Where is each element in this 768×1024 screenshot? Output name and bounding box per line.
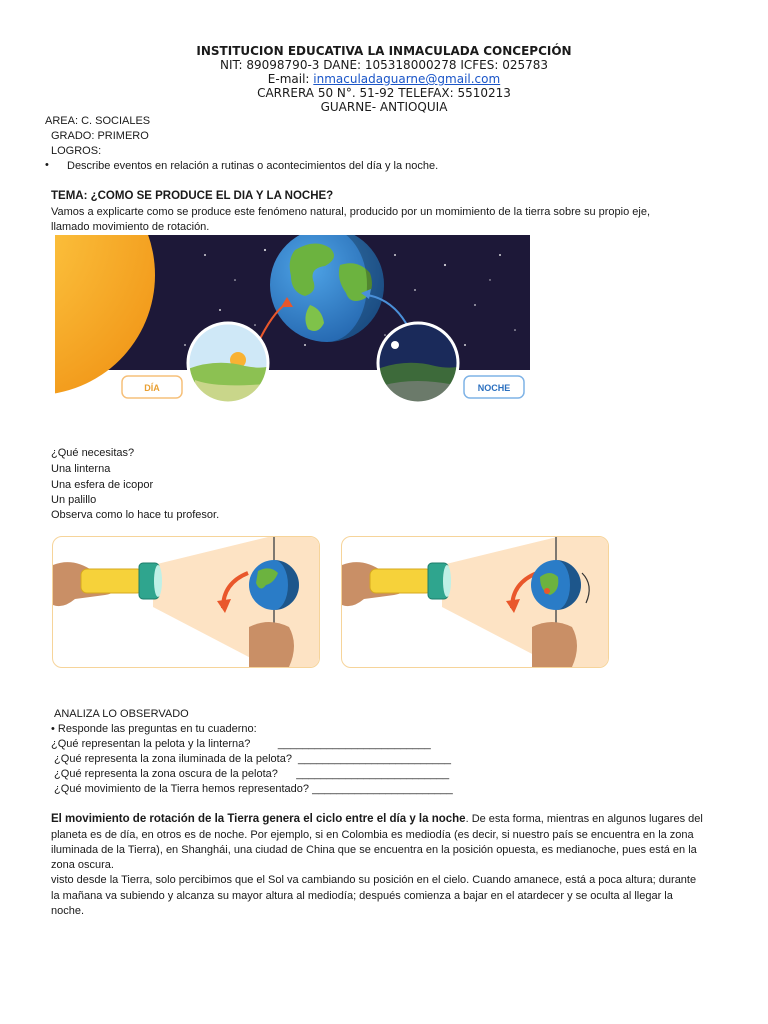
night-label: NOCHE xyxy=(477,383,511,393)
ball-icon xyxy=(249,560,299,610)
logro-item: Describe eventos en relación a rutinas o acontecimientos del día y la noche. xyxy=(67,160,439,172)
hand-icon xyxy=(249,622,294,667)
conclusion-line: noche. xyxy=(51,905,85,917)
material-item: Un palillo xyxy=(51,494,97,506)
experiment-panel-2 xyxy=(341,536,609,668)
bullet-icon: • xyxy=(45,159,49,171)
analysis-question: ¿Qué representa la zona oscura de la pelota? _________________________ xyxy=(51,768,450,780)
light-beam xyxy=(153,537,319,667)
day-label: DÍA xyxy=(144,383,160,393)
conclusion-line: visto desde la Tierra, solo percibimos que el Sol va cambiando su posición en el cielo. Cuando amanece, está a poca altura; durante xyxy=(51,874,697,886)
topic-intro-1: Vamos a explicarte como se produce este fenómeno natural, producido por un momimiento de la tierra sobre su propio eje, xyxy=(51,206,651,218)
hand-icon xyxy=(532,622,577,667)
topic-title: TEMA: ¿COMO SE PRODUCE EL DIA Y LA NOCHE? xyxy=(51,190,334,202)
light-beam xyxy=(442,537,608,667)
area-label: AREA: C. SOCIALES xyxy=(45,115,151,127)
material-item: Una esfera de icopor xyxy=(51,479,154,491)
day-night-figure xyxy=(55,235,530,405)
ball-icon xyxy=(531,560,581,610)
experiment-panel-1 xyxy=(52,536,320,668)
analysis-instruction: • Responde las preguntas en tu cuaderno: xyxy=(51,723,257,735)
email-label: E-mail: xyxy=(267,72,314,86)
conclusion-line: zona oscura. xyxy=(51,859,114,871)
materials-question: ¿Qué necesitas? xyxy=(51,447,135,459)
school-name: INSTITUCION EDUCATIVA LA INMACULADA CONCEPCIÓN xyxy=(196,44,572,58)
conclusion-line-1 xyxy=(51,813,703,826)
material-item: Una linterna xyxy=(51,463,111,475)
city-line: GUARNE- ANTIOQUIA xyxy=(320,100,448,114)
conclusion-line: planeta es de día, en otros es de noche. Por ejemplo, si en Colombia es mediodía (es decir, si nuestro país se encuentra en la zona xyxy=(51,829,694,841)
analysis-question: ¿Qué representan la pelota y la linterna? _________________________ xyxy=(51,738,431,750)
conclusion-line: la mañana va subiendo y alcanza su mayor altura al mediodía; después comienza a bajar en el atardecer y se oculta al llegar la xyxy=(51,890,673,902)
analysis-question: ¿Qué movimiento de la Tierra hemos representado? _______________________ xyxy=(51,783,453,795)
grade-label: GRADO: PRIMERO xyxy=(51,130,149,142)
email-line xyxy=(0,72,768,86)
topic-intro-2: llamado movimiento de rotación. xyxy=(51,221,210,233)
conclusion-line: iluminada de la Tierra), en Shanghái, una ciudad de China que se encuentra en la posición opuesta, es medianoche, pues está en la xyxy=(51,844,697,856)
nit-line: NIT: 89098790-3 DANE: 105318000278 ICFES: 025783 xyxy=(219,58,548,72)
analysis-question: ¿Qué representa la zona iluminada de la pelota? _________________________ xyxy=(51,753,451,765)
logros-label: LOGROS: xyxy=(51,145,102,157)
address-line: CARRERA 50 N°. 51-92 TELEFAX: 5510213 xyxy=(257,86,511,100)
sun-icon xyxy=(55,235,155,395)
email-link[interactable]: inmaculadaguarne@gmail.com xyxy=(313,72,501,86)
conclusion-text: . De esta forma, mientras en algunos lugares del xyxy=(465,813,703,825)
observe-text: Observa como lo hace tu profesor. xyxy=(51,509,220,521)
conclusion-lead: El movimiento de rotación de la Tierra genera el ciclo entre el día y la noche xyxy=(51,813,466,825)
analysis-title: ANALIZA LO OBSERVADO xyxy=(54,708,189,720)
